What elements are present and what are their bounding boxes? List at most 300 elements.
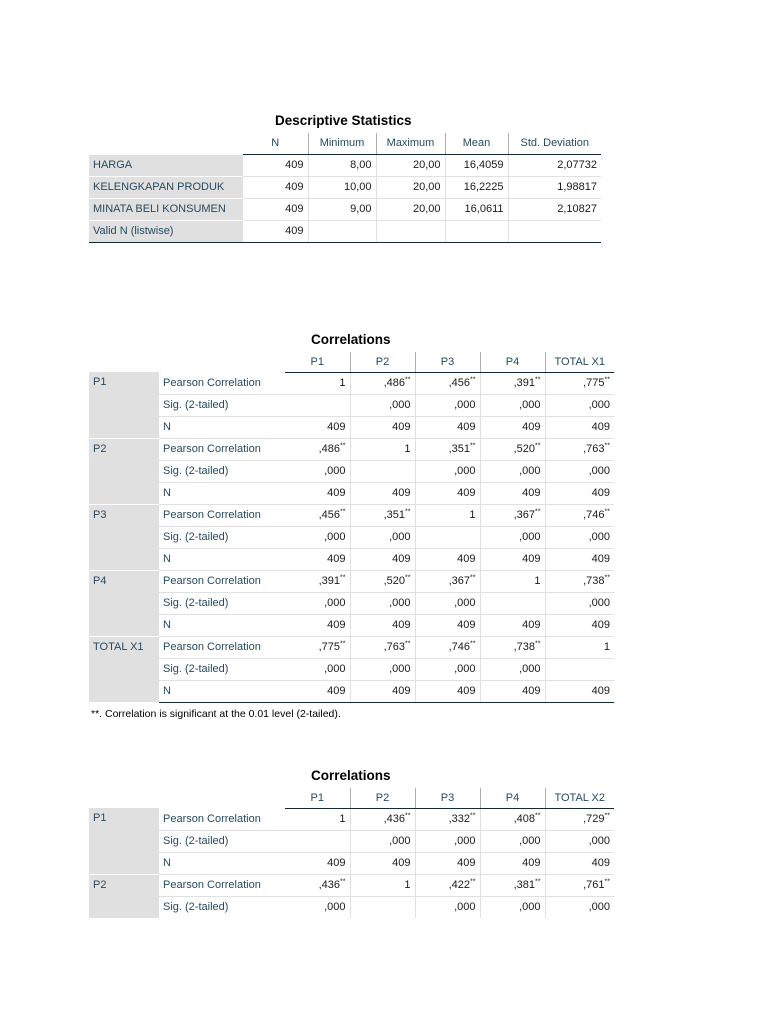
correlation-cell bbox=[480, 438, 545, 460]
significance-mark: ** bbox=[604, 878, 610, 886]
cell-value: ,367 bbox=[448, 575, 471, 587]
correlation-cell bbox=[545, 526, 614, 548]
significance-mark: ** bbox=[604, 574, 610, 582]
correlation-cell bbox=[285, 372, 350, 394]
significance-mark: ** bbox=[405, 376, 411, 384]
significance-mark: ** bbox=[340, 508, 346, 516]
correlation-cell bbox=[545, 680, 614, 702]
cell-value: ,391 bbox=[513, 377, 536, 389]
statistic-label: N bbox=[159, 852, 285, 874]
stat-value: 9,00 bbox=[308, 198, 376, 220]
significance-mark: ** bbox=[470, 878, 476, 886]
col-header: P1 bbox=[285, 352, 350, 372]
cell-value: 409 bbox=[522, 685, 541, 697]
cell-value: 409 bbox=[392, 685, 411, 697]
col-header: P2 bbox=[350, 352, 415, 372]
correlation-cell bbox=[350, 680, 415, 702]
descriptive-row bbox=[89, 176, 601, 198]
cell-value: ,775 bbox=[318, 641, 341, 653]
col-header: P4 bbox=[480, 788, 545, 808]
correlation-row bbox=[89, 614, 614, 636]
correlation-cell bbox=[415, 460, 480, 482]
cell-value: 409 bbox=[591, 685, 610, 697]
correlation-cell bbox=[545, 852, 614, 874]
significance-mark: ** bbox=[604, 508, 610, 516]
cell-value: ,367 bbox=[513, 509, 536, 521]
row-label: HARGA bbox=[89, 154, 243, 176]
correlation-cell bbox=[480, 614, 545, 636]
correlation-cell bbox=[285, 874, 350, 896]
cell-value: 409 bbox=[457, 685, 476, 697]
stat-value: 409 bbox=[243, 176, 308, 198]
correlation-row bbox=[89, 372, 614, 394]
correlation-cell bbox=[350, 874, 415, 896]
correlation-cell bbox=[285, 614, 350, 636]
correlation-cell bbox=[415, 874, 480, 896]
correlation-cell bbox=[415, 372, 480, 394]
significance-mark: ** bbox=[340, 574, 346, 582]
correlation-row bbox=[89, 852, 614, 874]
statistic-label: Sig. (2-tailed) bbox=[159, 394, 285, 416]
significance-mark: ** bbox=[470, 640, 476, 648]
variable-label: P4 bbox=[89, 570, 159, 636]
correlation-row bbox=[89, 504, 614, 526]
significance-mark: ** bbox=[535, 376, 541, 384]
cell-value: 409 bbox=[522, 487, 541, 499]
descriptive-row bbox=[89, 198, 601, 220]
variable-label: P1 bbox=[89, 808, 159, 874]
descriptive-statistics-table bbox=[89, 133, 601, 243]
correlation-cell bbox=[285, 438, 350, 460]
significance-mark: ** bbox=[604, 376, 610, 384]
cell-value: ,000 bbox=[588, 531, 610, 543]
cell-value: 409 bbox=[457, 487, 476, 499]
correlation-row bbox=[89, 548, 614, 570]
cell-value: ,520 bbox=[513, 443, 536, 455]
col-header: N bbox=[243, 133, 308, 154]
correlation-cell bbox=[350, 592, 415, 614]
stat-value bbox=[445, 220, 508, 242]
col-header: P1 bbox=[285, 788, 350, 808]
cell-value: ,000 bbox=[324, 901, 346, 914]
cell-value: ,000 bbox=[389, 597, 411, 609]
statistic-label: Pearson Correlation bbox=[159, 874, 285, 896]
statistic-label: N bbox=[159, 548, 285, 570]
correlation-cell bbox=[415, 526, 480, 548]
variable-label: P3 bbox=[89, 504, 159, 570]
stat-value: 2,10827 bbox=[508, 198, 601, 220]
correlation-cell bbox=[350, 482, 415, 504]
significance-mark: ** bbox=[470, 812, 476, 820]
significance-mark: ** bbox=[405, 574, 411, 582]
correlation-cell bbox=[350, 852, 415, 874]
cell-value: ,000 bbox=[588, 597, 610, 609]
correlations-1-title: Correlations bbox=[311, 332, 391, 347]
correlation-cell bbox=[480, 830, 545, 852]
correlation-cell bbox=[480, 680, 545, 702]
col-header: P3 bbox=[415, 352, 480, 372]
significance-mark: ** bbox=[470, 442, 476, 450]
cell-value: 409 bbox=[591, 857, 610, 869]
cell-value: ,763 bbox=[583, 443, 605, 455]
correlation-cell bbox=[545, 460, 614, 482]
correlation-row bbox=[89, 416, 614, 438]
stat-value: 1,98817 bbox=[508, 176, 601, 198]
correlation-cell bbox=[415, 570, 480, 592]
correlations-1-header-row bbox=[89, 352, 614, 372]
correlation-cell bbox=[480, 658, 545, 680]
cell-value: 409 bbox=[327, 857, 346, 869]
correlations-2-table bbox=[89, 788, 614, 918]
correlations-2-header-row bbox=[89, 788, 614, 808]
significance-mark: ** bbox=[340, 442, 346, 450]
row-label: Valid N (listwise) bbox=[89, 220, 243, 242]
correlation-cell bbox=[480, 526, 545, 548]
cell-value: ,000 bbox=[389, 531, 411, 543]
correlation-cell bbox=[480, 548, 545, 570]
cell-value: ,763 bbox=[383, 641, 406, 653]
cell-value: 409 bbox=[522, 857, 541, 869]
cell-value: ,436 bbox=[318, 879, 341, 891]
cell-value: ,456 bbox=[448, 377, 471, 389]
statistic-label: Sig. (2-tailed) bbox=[159, 830, 285, 852]
cell-value: 409 bbox=[457, 421, 476, 433]
cell-value: 409 bbox=[327, 487, 346, 499]
statistic-label: Sig. (2-tailed) bbox=[159, 658, 285, 680]
correlation-cell bbox=[480, 874, 545, 896]
variable-label: P2 bbox=[89, 438, 159, 504]
correlation-cell bbox=[350, 416, 415, 438]
cell-value: ,000 bbox=[519, 465, 541, 477]
correlation-cell bbox=[285, 896, 350, 918]
cell-value: ,351 bbox=[383, 509, 406, 521]
cell-value: 409 bbox=[327, 421, 346, 433]
cell-value: 409 bbox=[457, 857, 476, 869]
cell-value: ,000 bbox=[389, 663, 411, 675]
cell-value: 409 bbox=[327, 685, 346, 697]
correlation-row bbox=[89, 680, 614, 702]
cell-value: ,000 bbox=[389, 835, 411, 847]
correlation-cell bbox=[285, 504, 350, 526]
correlation-cell bbox=[285, 830, 350, 852]
correlation-cell bbox=[350, 808, 415, 830]
cell-value: ,000 bbox=[588, 465, 610, 477]
cell-value: ,332 bbox=[448, 813, 471, 825]
correlations-1-footnote: **. Correlation is significant at the 0.01 level (2-tailed). bbox=[91, 708, 341, 720]
correlation-cell bbox=[480, 592, 545, 614]
correlation-row bbox=[89, 830, 614, 852]
cell-value: ,486 bbox=[318, 443, 341, 455]
correlation-cell bbox=[480, 570, 545, 592]
stat-value: 10,00 bbox=[308, 176, 376, 198]
correlation-cell bbox=[415, 614, 480, 636]
cell-value: ,381 bbox=[513, 879, 536, 891]
statistic-label: Pearson Correlation bbox=[163, 812, 261, 825]
cell-value: 1 bbox=[339, 377, 346, 389]
correlation-row bbox=[89, 394, 614, 416]
correlation-cell bbox=[285, 460, 350, 482]
correlation-cell bbox=[480, 896, 545, 918]
correlation-cell bbox=[350, 570, 415, 592]
correlation-cell bbox=[415, 636, 480, 658]
cell-value: ,000 bbox=[324, 465, 346, 477]
stat-value: 409 bbox=[243, 220, 308, 242]
correlation-cell bbox=[350, 896, 415, 918]
statistic-label: Sig. (2-tailed) bbox=[159, 592, 285, 614]
descriptive-header-row bbox=[89, 133, 601, 154]
cell-value: ,000 bbox=[324, 663, 346, 675]
correlation-cell bbox=[480, 852, 545, 874]
significance-mark: ** bbox=[470, 574, 476, 582]
correlation-cell bbox=[480, 416, 545, 438]
cell-value: ,000 bbox=[454, 835, 476, 847]
cell-value: ,775 bbox=[583, 377, 605, 389]
descriptive-row bbox=[89, 154, 601, 176]
correlations-2-corner-cell bbox=[89, 788, 285, 808]
correlation-cell bbox=[545, 416, 614, 438]
cell-value: 1 bbox=[404, 443, 411, 455]
correlation-row bbox=[89, 592, 614, 614]
correlation-cell bbox=[480, 394, 545, 416]
significance-mark: ** bbox=[535, 640, 541, 648]
correlation-cell bbox=[350, 504, 415, 526]
correlation-cell bbox=[415, 394, 480, 416]
variable-label: TOTAL X1 bbox=[89, 636, 159, 702]
correlation-cell bbox=[285, 636, 350, 658]
correlation-cell bbox=[415, 680, 480, 702]
correlation-cell bbox=[545, 548, 614, 570]
descriptive-statistics-title: Descriptive Statistics bbox=[275, 113, 412, 128]
cell-value: ,422 bbox=[448, 879, 471, 891]
cell-value: ,000 bbox=[389, 399, 411, 411]
stat-value: 409 bbox=[243, 154, 308, 176]
significance-mark: ** bbox=[405, 812, 411, 820]
cell-value: ,000 bbox=[454, 901, 476, 914]
cell-value: 409 bbox=[327, 619, 346, 631]
correlation-cell bbox=[545, 808, 614, 830]
stat-value: 20,00 bbox=[376, 154, 445, 176]
statistic-label: Pearson Correlation bbox=[159, 438, 285, 460]
correlation-row bbox=[89, 874, 614, 896]
correlation-row bbox=[89, 526, 614, 548]
correlation-cell bbox=[545, 614, 614, 636]
correlation-cell bbox=[480, 636, 545, 658]
col-header: P2 bbox=[350, 788, 415, 808]
correlation-cell bbox=[545, 636, 614, 658]
correlation-cell bbox=[350, 394, 415, 416]
correlation-cell bbox=[545, 658, 614, 680]
significance-mark: ** bbox=[470, 376, 476, 384]
stat-value bbox=[376, 220, 445, 242]
cell-value: ,000 bbox=[454, 399, 476, 411]
correlation-cell bbox=[545, 592, 614, 614]
correlation-row bbox=[89, 636, 614, 658]
variable-label: P1 bbox=[89, 372, 159, 438]
correlation-cell bbox=[415, 438, 480, 460]
statistic-label: N bbox=[159, 482, 285, 504]
cell-value: ,520 bbox=[383, 575, 406, 587]
correlation-cell bbox=[480, 808, 545, 830]
stat-value bbox=[308, 220, 376, 242]
cell-value: ,000 bbox=[519, 399, 541, 411]
cell-value: ,738 bbox=[583, 575, 605, 587]
significance-mark: ** bbox=[405, 640, 411, 648]
cell-value: 409 bbox=[392, 487, 411, 499]
significance-mark: ** bbox=[405, 508, 411, 516]
statistic-label: Sig. (2-tailed) bbox=[159, 526, 285, 548]
cell-value: ,761 bbox=[583, 879, 605, 891]
stat-value: 16,2225 bbox=[445, 176, 508, 198]
stat-value: 20,00 bbox=[376, 176, 445, 198]
cell-value: 409 bbox=[392, 619, 411, 631]
statistic-label: N bbox=[159, 680, 285, 702]
correlation-cell bbox=[480, 372, 545, 394]
correlation-cell bbox=[285, 548, 350, 570]
statistic-label: N bbox=[159, 416, 285, 438]
cell-value: ,000 bbox=[588, 835, 610, 847]
cell-value: 1 bbox=[469, 509, 476, 521]
correlation-cell bbox=[545, 482, 614, 504]
correlation-cell bbox=[415, 416, 480, 438]
cell-value: ,000 bbox=[519, 663, 541, 675]
cell-value: 409 bbox=[591, 619, 610, 631]
cell-value: 409 bbox=[522, 553, 541, 565]
significance-mark: ** bbox=[340, 640, 346, 648]
statistic-label: Pearson Correlation bbox=[163, 376, 261, 389]
cell-value: 409 bbox=[522, 619, 541, 631]
cell-value: ,456 bbox=[318, 509, 341, 521]
correlation-cell bbox=[480, 504, 545, 526]
statistic-label: N bbox=[159, 614, 285, 636]
stat-value: 16,4059 bbox=[445, 154, 508, 176]
cell-value: 409 bbox=[392, 553, 411, 565]
correlation-cell bbox=[545, 896, 614, 918]
cell-value: 1 bbox=[339, 813, 346, 825]
correlation-cell bbox=[350, 548, 415, 570]
cell-value: ,351 bbox=[448, 443, 471, 455]
correlation-cell bbox=[285, 592, 350, 614]
correlation-cell bbox=[285, 680, 350, 702]
stat-value: 20,00 bbox=[376, 198, 445, 220]
significance-mark: ** bbox=[535, 878, 541, 886]
cell-value: 409 bbox=[392, 421, 411, 433]
correlation-cell bbox=[285, 394, 350, 416]
col-header: Std. Deviation bbox=[508, 133, 601, 154]
cell-value: ,729 bbox=[583, 813, 605, 825]
col-header: Maximum bbox=[376, 133, 445, 154]
cell-value: 409 bbox=[457, 619, 476, 631]
correlation-row bbox=[89, 438, 614, 460]
cell-value: ,000 bbox=[588, 901, 610, 914]
correlation-cell bbox=[415, 658, 480, 680]
significance-mark: ** bbox=[340, 878, 346, 886]
cell-value: ,000 bbox=[324, 597, 346, 609]
cell-value: 409 bbox=[457, 553, 476, 565]
correlation-cell bbox=[545, 570, 614, 592]
correlation-cell bbox=[415, 852, 480, 874]
correlation-cell bbox=[350, 526, 415, 548]
cell-value: ,000 bbox=[454, 663, 476, 675]
correlation-cell bbox=[415, 830, 480, 852]
correlation-row bbox=[89, 658, 614, 680]
significance-mark: ** bbox=[535, 442, 541, 450]
correlation-cell bbox=[415, 482, 480, 504]
cell-value: ,000 bbox=[588, 399, 610, 411]
cell-value: 1 bbox=[404, 879, 411, 891]
correlations-1-corner-cell bbox=[89, 352, 285, 372]
cell-value: ,486 bbox=[383, 377, 406, 389]
correlation-cell bbox=[350, 658, 415, 680]
stat-value: 2,07732 bbox=[508, 154, 601, 176]
stat-value: 8,00 bbox=[308, 154, 376, 176]
descriptive-corner-cell bbox=[89, 133, 243, 154]
correlation-row bbox=[89, 482, 614, 504]
cell-value: ,408 bbox=[513, 813, 536, 825]
cell-value: 1 bbox=[534, 575, 541, 587]
correlation-cell bbox=[285, 658, 350, 680]
statistic-label: Sig. (2-tailed) bbox=[159, 460, 285, 482]
significance-mark: ** bbox=[535, 812, 541, 820]
correlation-cell bbox=[350, 830, 415, 852]
cell-value: ,746 bbox=[583, 509, 605, 521]
stat-value: 409 bbox=[243, 198, 308, 220]
cell-value: ,000 bbox=[519, 835, 541, 847]
correlation-cell bbox=[350, 438, 415, 460]
correlation-cell bbox=[285, 526, 350, 548]
correlation-cell bbox=[480, 482, 545, 504]
stat-value: 16,0611 bbox=[445, 198, 508, 220]
statistic-label: Pearson Correlation bbox=[159, 636, 285, 658]
col-header: P3 bbox=[415, 788, 480, 808]
correlation-row bbox=[89, 570, 614, 592]
correlation-cell bbox=[285, 570, 350, 592]
correlation-cell bbox=[545, 874, 614, 896]
correlation-row bbox=[89, 896, 614, 918]
correlation-cell bbox=[350, 460, 415, 482]
stat-value bbox=[508, 220, 601, 242]
correlation-cell bbox=[415, 548, 480, 570]
cell-value: ,391 bbox=[318, 575, 341, 587]
cell-value: 409 bbox=[591, 487, 610, 499]
cell-value: 409 bbox=[522, 421, 541, 433]
cell-value: ,436 bbox=[383, 813, 406, 825]
cell-value: ,000 bbox=[324, 531, 346, 543]
cell-value: ,738 bbox=[513, 641, 536, 653]
statistic-label: Sig. (2-tailed) bbox=[159, 896, 285, 918]
cell-value: ,000 bbox=[519, 531, 541, 543]
col-header: Minimum bbox=[308, 133, 376, 154]
cell-value: ,746 bbox=[448, 641, 471, 653]
cell-value: 409 bbox=[591, 421, 610, 433]
correlation-cell bbox=[415, 504, 480, 526]
correlation-cell bbox=[285, 808, 350, 830]
cell-value: 1 bbox=[603, 641, 610, 653]
correlation-row bbox=[89, 808, 614, 830]
correlation-cell bbox=[350, 372, 415, 394]
correlation-cell bbox=[545, 504, 614, 526]
correlation-cell bbox=[285, 852, 350, 874]
cell-value: ,000 bbox=[519, 901, 541, 914]
significance-mark: ** bbox=[604, 442, 610, 450]
significance-mark: ** bbox=[604, 812, 610, 820]
cell-value: 409 bbox=[591, 553, 610, 565]
statistic-label: Pearson Correlation bbox=[159, 570, 285, 592]
cell-value: ,000 bbox=[454, 597, 476, 609]
col-header: TOTAL X1 bbox=[545, 352, 614, 372]
col-header: TOTAL X2 bbox=[545, 788, 614, 808]
correlation-cell bbox=[545, 830, 614, 852]
correlation-cell bbox=[285, 416, 350, 438]
